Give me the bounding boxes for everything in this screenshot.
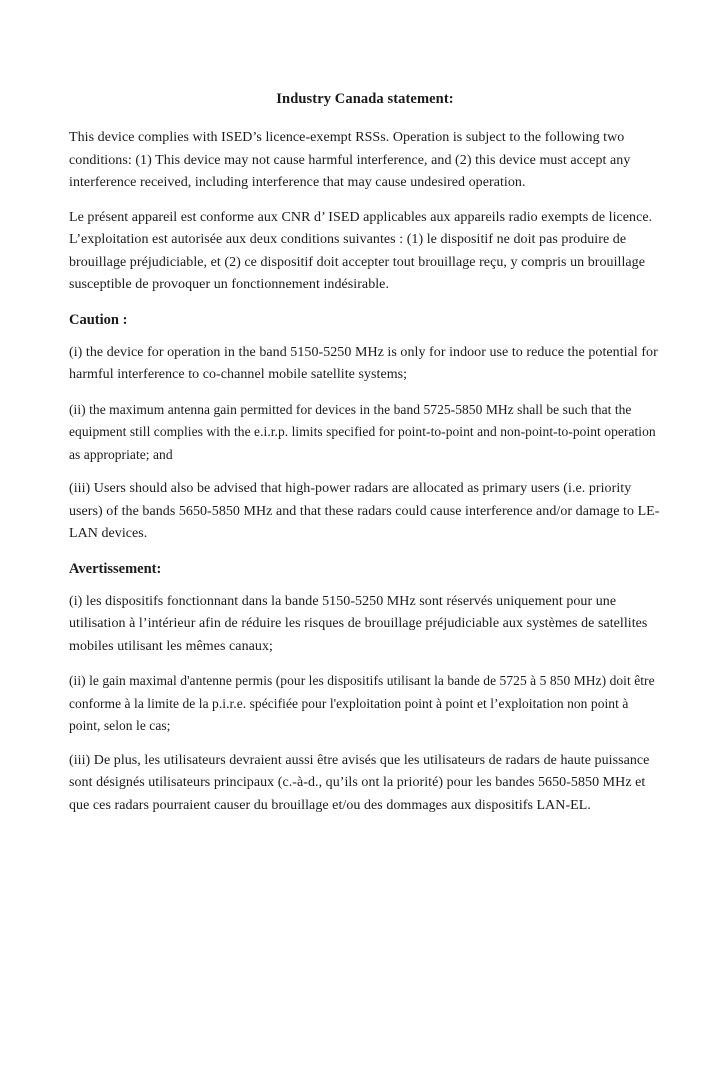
avertissement-heading: Avertissement: <box>69 560 162 577</box>
caution-item-1: (i) the device for operation in the band 5150-5250 MHz is only for indoor use to reduce the potential for harmful interference to co-channel mobile satellite systems; <box>69 344 658 382</box>
intro-french-paragraph: Le présent appareil est conforme aux CNR d’ ISED applicables aux appareils radio exempts de licence. L’exploitation est autorisée aux deux conditions suivantes : (1) le dispositif ne doit pas produire de brouillage préjudiciable, et (2) ce dispositif doit accepter tout brouillage reçu, y compris un brouillage susceptible de provoquer un fonctionnement indésirable. <box>69 209 653 292</box>
document-title: Industry Canada statement: <box>276 91 454 107</box>
document-page <box>69 88 661 829</box>
avertissement-item-1: (i) les dispositifs fonctionnant dans la bande 5150-5250 MHz sont réservés uniquement pour une utilisation à l’intérieur afin de réduire les risques de brouillage préjudiciable aux systèmes de satellites mobiles utilisant les mêmes canaux; <box>69 593 648 654</box>
avertissement-item-3: (iii) De plus, les utilisateurs devraient aussi être avisés que les utilisateurs de radars de haute puissance sont désignés utilisateurs principaux (c.-à-d., qu’ils ont la priorité) pour les bandes 5650-5850 MHz et que ces radars pourraient causer du brouillage et/ou des dommages aux dispositifs LAN-EL. <box>69 752 650 813</box>
caution-item-3: (iii) Users should also be advised that high-power radars are allocated as primary users (i.e. priority users) of the bands 5650-5850 MHz and that these radars could cause interference and/or damage to LE-LAN devices. <box>69 481 660 541</box>
caution-item-2: (ii) the maximum antenna gain permitted for devices in the band 5725-5850 MHz shall be such that the equipment still complies with the e.i.r.p. limits specified for point-to-point and non-point-to-point operation as appropriate; and <box>69 401 656 462</box>
avertissement-item-2: (ii) le gain maximal d'antenne permis (pour les dispositifs utilisant la bande de 5725 à 5 850 MHz) doit être conforme à la limite de la p.i.r.e. spécifiée pour l'exploitation point à point et l’exploitation non point à point, selon le cas; <box>69 673 655 733</box>
caution-heading: Caution : <box>69 311 128 328</box>
intro-english-paragraph: This device complies with ISED’s licence-exempt RSSs. Operation is subject to the following two conditions: (1) This device may not cause harmful interference, and (2) this device must accept any interference received, including interference that may cause undesired operation. <box>69 130 631 190</box>
